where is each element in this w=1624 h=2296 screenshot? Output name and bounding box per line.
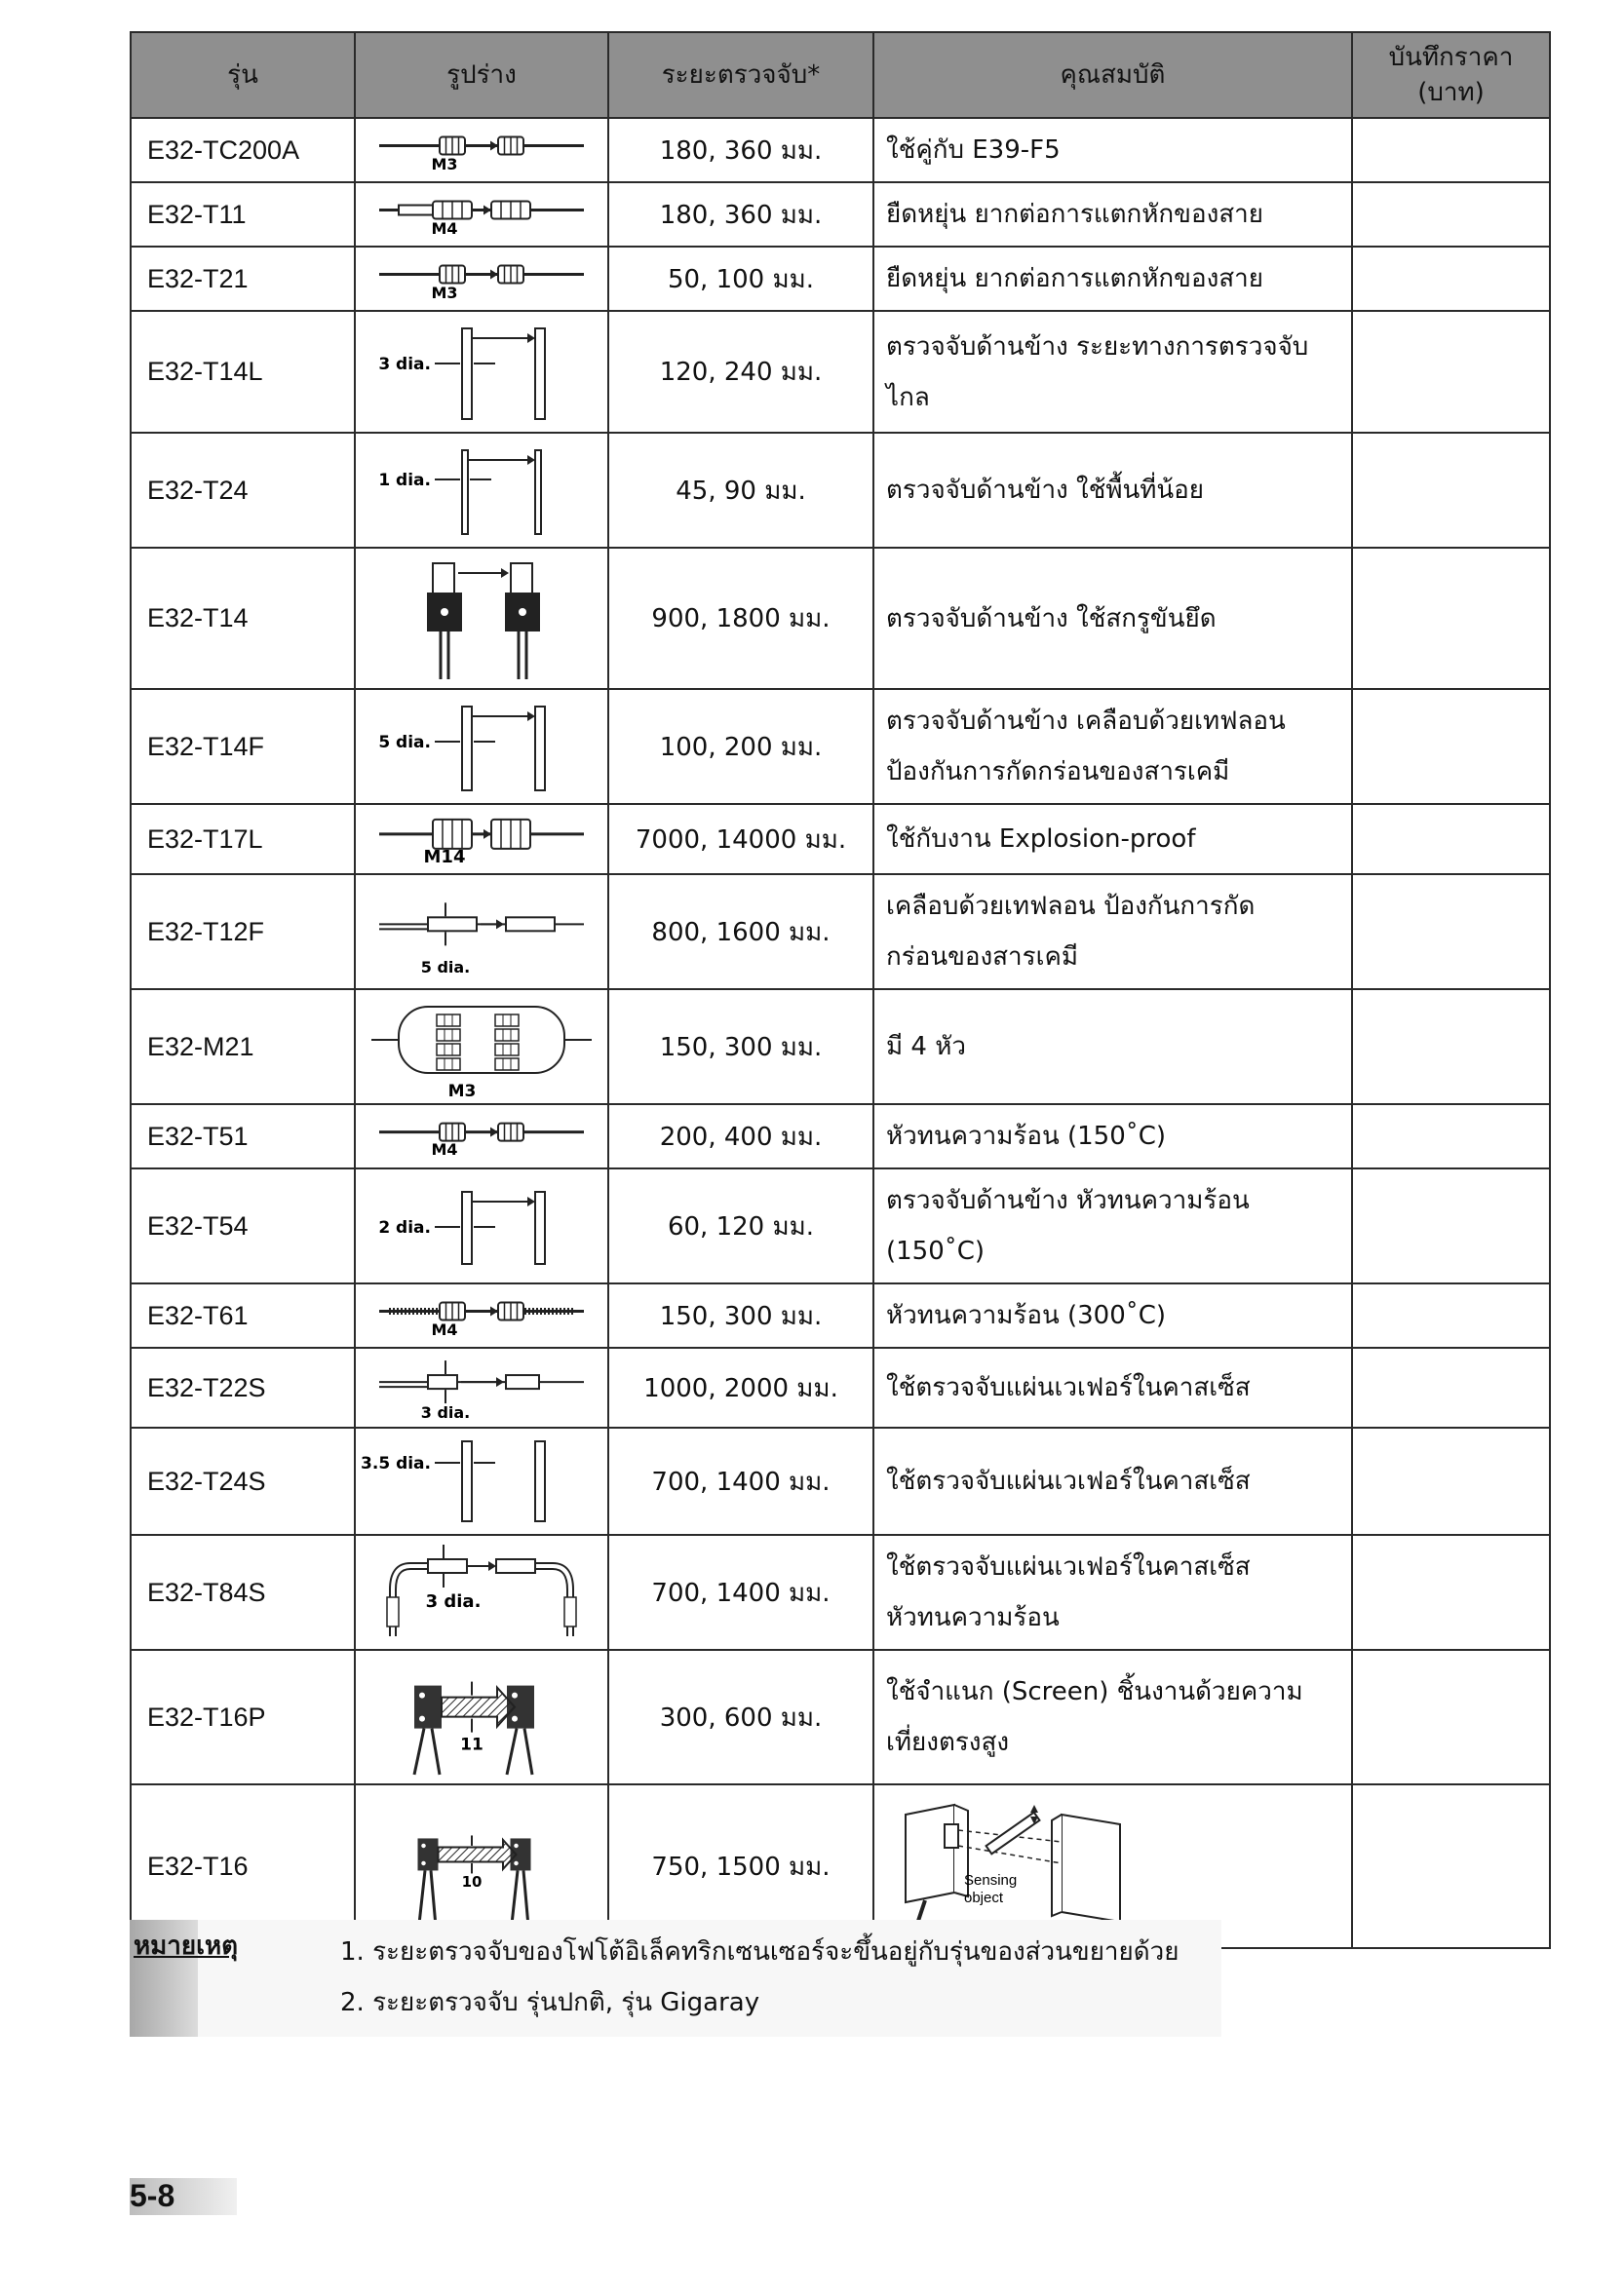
figure-label-1: Sensing bbox=[964, 1872, 1018, 1889]
table-row bbox=[131, 1428, 1550, 1535]
feature-cell bbox=[873, 433, 1352, 548]
product-table bbox=[130, 31, 1551, 1949]
table-row bbox=[131, 1535, 1550, 1650]
feature-cell bbox=[873, 989, 1352, 1104]
feature-line: ตรวจจับด้านข้าง หัวทนความร้อน bbox=[886, 1186, 1250, 1215]
header-shape: รูปร่าง bbox=[355, 32, 608, 118]
distance-cell: 60, 120 มม. bbox=[608, 1168, 873, 1283]
model-cell: E32-T21 bbox=[131, 247, 355, 311]
model-cell: E32-T84S bbox=[131, 1535, 355, 1650]
page-number-text: 5-8 bbox=[130, 2178, 175, 2213]
price-note-cell[interactable] bbox=[1352, 989, 1550, 1104]
feature-line: ตรวจจับด้านข้าง เคลือบด้วยเทฟลอน bbox=[886, 707, 1286, 736]
table-row bbox=[131, 989, 1550, 1104]
shape-cell bbox=[355, 1348, 608, 1428]
shape-cell bbox=[355, 689, 608, 804]
header-distance: ระยะตรวจจับ* bbox=[608, 32, 873, 118]
price-note-cell[interactable] bbox=[1352, 311, 1550, 433]
feature-cell bbox=[873, 1104, 1352, 1168]
feature-cell bbox=[873, 689, 1352, 804]
side-view-icon bbox=[360, 693, 603, 800]
feature-line: ยืดหยุ่น ยากต่อการแตกหักของสาย bbox=[886, 264, 1263, 293]
shape-label: 3.5 dia. bbox=[361, 1454, 431, 1473]
model-cell: E32-T24 bbox=[131, 433, 355, 548]
shape-label: M14 bbox=[423, 847, 466, 867]
shape-cell bbox=[355, 1428, 608, 1535]
distance-cell: 700, 1400 มม. bbox=[608, 1428, 873, 1535]
table-row bbox=[131, 311, 1550, 433]
price-note-cell[interactable] bbox=[1352, 1104, 1550, 1168]
shape-label: 11 bbox=[460, 1735, 483, 1755]
feature-cell bbox=[873, 1168, 1352, 1283]
price-note-cell[interactable] bbox=[1352, 1283, 1550, 1348]
price-note-cell[interactable] bbox=[1352, 1348, 1550, 1428]
feature-line: หัวทนความร้อน (300˚C) bbox=[886, 1301, 1167, 1330]
shape-cell bbox=[355, 433, 608, 548]
feature-line: ใช้กับงาน Explosion-proof bbox=[886, 824, 1196, 854]
distance-cell: 120, 240 มม. bbox=[608, 311, 873, 433]
feature-cell bbox=[873, 874, 1352, 989]
feature-line: ใช้ตรวจจับแผ่นเวเฟอร์ในคาสเซ็ส bbox=[886, 1467, 1251, 1496]
price-note-cell[interactable] bbox=[1352, 118, 1550, 182]
note-item-1: 1. ระยะตรวจจับของโฟโต้อิเล็คทริกเซนเซอร์จะขึ้นอยู่กับรุ่นของส่วนขยายด้วย bbox=[340, 1937, 1179, 1967]
price-note-cell[interactable] bbox=[1352, 1784, 1550, 1948]
price-note-cell[interactable] bbox=[1352, 1650, 1550, 1784]
price-note-cell[interactable] bbox=[1352, 1428, 1550, 1535]
bent-icon bbox=[360, 1539, 603, 1646]
table-row bbox=[131, 433, 1550, 548]
header-price-line2: (บาท) bbox=[1417, 78, 1485, 107]
price-note-cell[interactable] bbox=[1352, 874, 1550, 989]
feature-line: กร่อนของสารเคมี bbox=[886, 942, 1079, 972]
price-note-cell[interactable] bbox=[1352, 247, 1550, 311]
header-price-line1: บันทึกราคา bbox=[1388, 43, 1514, 72]
side-view-short-icon bbox=[360, 1432, 603, 1531]
distance-cell: 100, 200 มม. bbox=[608, 689, 873, 804]
feature-line: หัวทนความร้อน (150˚C) bbox=[886, 1122, 1167, 1151]
model-cell: E32-T54 bbox=[131, 1168, 355, 1283]
feature-cell bbox=[873, 182, 1352, 247]
shape-cell bbox=[355, 1650, 608, 1784]
block-pair-icon bbox=[360, 552, 603, 685]
distance-cell: 200, 400 มม. bbox=[608, 1104, 873, 1168]
shape-label: 3 dia. bbox=[425, 1591, 482, 1612]
feature-line: ใช้ตรวจจับแผ่นเวเฟอร์ในคาสเซ็ส bbox=[886, 1373, 1251, 1402]
feature-line: ไกล bbox=[886, 382, 930, 412]
inline-m4-icon bbox=[360, 1110, 603, 1163]
notes-section bbox=[130, 1920, 1221, 2037]
feature-cell bbox=[873, 247, 1352, 311]
feature-cell bbox=[873, 1428, 1352, 1535]
distance-cell: 180, 360 มม. bbox=[608, 118, 873, 182]
feature-cell bbox=[873, 118, 1352, 182]
shape-cell bbox=[355, 1283, 608, 1348]
price-note-cell[interactable] bbox=[1352, 689, 1550, 804]
shape-cell bbox=[355, 311, 608, 433]
model-cell: E32-T12F bbox=[131, 874, 355, 989]
model-cell: E32-T14 bbox=[131, 548, 355, 689]
table-row bbox=[131, 804, 1550, 874]
feature-line: เคลือบด้วยเทฟลอน ป้องกันการกัด bbox=[886, 892, 1256, 921]
model-cell: E32-T51 bbox=[131, 1104, 355, 1168]
shape-cell bbox=[355, 118, 608, 182]
feature-line: ใช้คู่กับ E39-F5 bbox=[886, 135, 1061, 165]
table-row bbox=[131, 874, 1550, 989]
feature-cell bbox=[873, 1283, 1352, 1348]
shape-label: 5 dia. bbox=[378, 733, 431, 752]
table-row bbox=[131, 182, 1550, 247]
model-cell: E32-T17L bbox=[131, 804, 355, 874]
table-row bbox=[131, 1283, 1550, 1348]
shape-cell bbox=[355, 1168, 608, 1283]
side-view-small-icon bbox=[360, 437, 603, 544]
inline-m4-long-icon bbox=[360, 187, 603, 242]
shape-label: M3 bbox=[431, 155, 458, 173]
model-cell: E32-T14L bbox=[131, 311, 355, 433]
price-note-cell[interactable] bbox=[1352, 1535, 1550, 1650]
table-row bbox=[131, 1104, 1550, 1168]
shape-label: 1 dia. bbox=[378, 471, 431, 490]
shape-label: 10 bbox=[461, 1872, 483, 1891]
table-header-row bbox=[131, 32, 1550, 118]
model-cell: E32-T16P bbox=[131, 1650, 355, 1784]
feature-line: ตรวจจับด้านข้าง ระยะทางการตรวจจับ bbox=[886, 331, 1309, 362]
shape-cell bbox=[355, 1535, 608, 1650]
model-cell: E32-T16 bbox=[131, 1784, 355, 1948]
distance-cell: 1000, 2000 มม. bbox=[608, 1348, 873, 1428]
header-price-note bbox=[1352, 32, 1550, 118]
shape-label: 5 dia. bbox=[420, 958, 471, 976]
shape-label: M4 bbox=[431, 1320, 458, 1339]
model-cell: E32-TC200A bbox=[131, 118, 355, 182]
feature-cell bbox=[873, 548, 1352, 689]
distance-cell: 50, 100 มม. bbox=[608, 247, 873, 311]
header-model: รุ่น bbox=[131, 32, 355, 118]
price-note-cell[interactable] bbox=[1352, 804, 1550, 874]
shape-label: 2 dia. bbox=[378, 1218, 431, 1238]
distance-cell: 45, 90 มม. bbox=[608, 433, 873, 548]
distance-cell: 700, 1400 มม. bbox=[608, 1535, 873, 1650]
feature-cell bbox=[873, 1535, 1352, 1650]
price-note-cell[interactable] bbox=[1352, 433, 1550, 548]
feature-cell bbox=[873, 1650, 1352, 1784]
side-view-icon bbox=[360, 315, 603, 429]
model-cell: E32-T11 bbox=[131, 182, 355, 247]
shape-label: M4 bbox=[431, 1140, 458, 1159]
model-cell: E32-T61 bbox=[131, 1283, 355, 1348]
shape-label: M3 bbox=[431, 284, 458, 302]
feature-line: ตรวจจับด้านข้าง ใช้สกรูขันยึด bbox=[886, 603, 1217, 633]
feature-line: ยืดหยุ่น ยากต่อการแตกหักของสาย bbox=[886, 200, 1263, 229]
model-cell: E32-T24S bbox=[131, 1428, 355, 1535]
side-view-icon bbox=[360, 1178, 603, 1274]
distance-cell: 900, 1800 มม. bbox=[608, 548, 873, 689]
sleeve-thin-icon bbox=[360, 1352, 603, 1424]
inline-m14-icon bbox=[360, 808, 603, 870]
price-note-cell[interactable] bbox=[1352, 182, 1550, 247]
header-feature: คุณสมบัติ bbox=[873, 32, 1352, 118]
note-item-2: 2. ระยะตรวจจับ รุ่นปกติ, รุ่น Gigaray bbox=[340, 1988, 760, 2017]
feature-line: ใช้จำแนก (Screen) ชิ้นงานด้วยความ bbox=[886, 1677, 1303, 1706]
distance-cell: 750, 1500 มม. bbox=[608, 1784, 873, 1948]
price-note-cell[interactable] bbox=[1352, 1168, 1550, 1283]
table-row bbox=[131, 548, 1550, 689]
shape-cell bbox=[355, 548, 608, 689]
shape-cell bbox=[355, 247, 608, 311]
inline-m3-icon bbox=[360, 123, 603, 177]
shape-cell bbox=[355, 804, 608, 874]
table-row bbox=[131, 247, 1550, 311]
distance-cell: 300, 600 มม. bbox=[608, 1650, 873, 1784]
inline-m4-braided-icon bbox=[360, 1288, 603, 1343]
table-row bbox=[131, 689, 1550, 804]
page-number bbox=[130, 2178, 237, 2215]
sleeve-icon bbox=[360, 885, 603, 978]
table-row bbox=[131, 1168, 1550, 1283]
shape-cell bbox=[355, 874, 608, 989]
feature-line: (150˚C) bbox=[886, 1237, 986, 1266]
feature-line: ตรวจจับด้านข้าง ใช้พื้นที่น้อย bbox=[886, 476, 1205, 505]
model-cell: E32-T14F bbox=[131, 689, 355, 804]
price-note-cell[interactable] bbox=[1352, 548, 1550, 689]
inline-m3-small-icon bbox=[360, 251, 603, 306]
shape-cell bbox=[355, 1104, 608, 1168]
notes-label: หมายเหตุ bbox=[134, 1932, 239, 1961]
feature-line: เที่ยงตรงสูง bbox=[886, 1728, 1010, 1757]
distance-cell: 7000, 14000 มม. bbox=[608, 804, 873, 874]
figure-label-2: object bbox=[964, 1890, 1004, 1906]
shape-label: M4 bbox=[431, 219, 458, 238]
distance-cell: 150, 300 มม. bbox=[608, 1283, 873, 1348]
shape-label: 3 dia. bbox=[378, 355, 431, 374]
distance-cell: 800, 1600 มม. bbox=[608, 874, 873, 989]
feature-line: มี 4 หัว bbox=[886, 1032, 966, 1061]
distance-cell: 180, 360 มม. bbox=[608, 182, 873, 247]
table-row bbox=[131, 1348, 1550, 1428]
feature-line: ป้องกันการกัดกร่อนของสารเคมี bbox=[886, 757, 1230, 786]
feature-cell bbox=[873, 1348, 1352, 1428]
table-row bbox=[131, 118, 1550, 182]
feature-line: ใช้ตรวจจับแผ่นเวเฟอร์ในคาสเซ็ส bbox=[886, 1552, 1251, 1582]
table-row bbox=[131, 1650, 1550, 1784]
model-cell: E32-M21 bbox=[131, 989, 355, 1104]
screen-pair-icon bbox=[360, 1654, 603, 1780]
model-cell: E32-T22S bbox=[131, 1348, 355, 1428]
feature-cell bbox=[873, 311, 1352, 433]
shape-cell bbox=[355, 989, 608, 1104]
distance-cell: 150, 300 มม. bbox=[608, 989, 873, 1104]
feature-cell bbox=[873, 804, 1352, 874]
shape-cell bbox=[355, 182, 608, 247]
feature-line: หัวทนความร้อน bbox=[886, 1603, 1060, 1632]
shape-label: 3 dia. bbox=[420, 1403, 471, 1422]
shape-label: M3 bbox=[447, 1082, 477, 1100]
multi-head-icon bbox=[360, 993, 603, 1100]
